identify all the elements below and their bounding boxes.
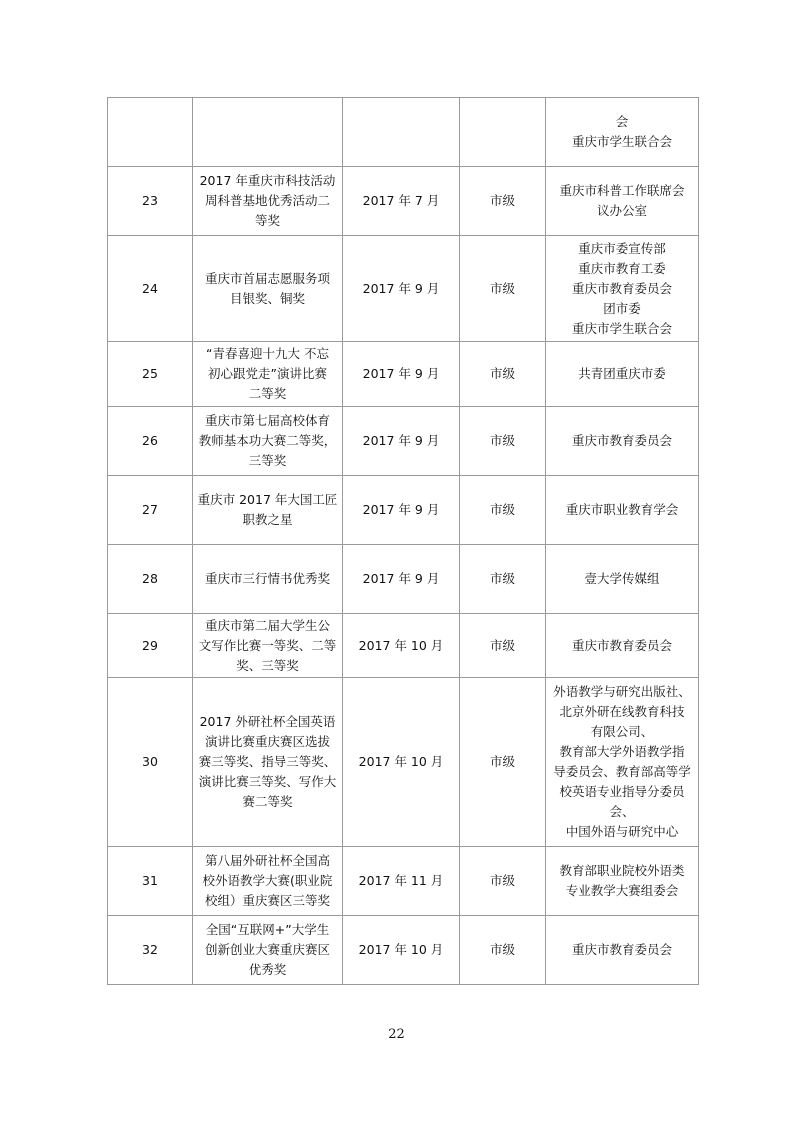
award-name-cell [193,98,343,167]
org-line: 导委员会、教育部高等学 [553,764,691,779]
org-line: 团市委 [603,300,641,316]
row-number-cell: 32 [108,916,193,985]
award-date-cell: 2017 年 11 月 [343,847,460,916]
award-date-cell [343,98,460,167]
issuing-org-cell [546,678,699,847]
issuing-org-cell [546,476,699,545]
table-row [108,167,699,236]
issuing-org-cell [546,98,699,167]
org-line: 重庆市科普工作联席会 [559,183,685,198]
award-date-cell: 2017 年 9 月 [343,236,460,342]
award-date-cell: 2017 年 10 月 [343,916,460,985]
name-line: 目银奖、铜奖 [229,290,305,306]
org-line: 重庆市职业教育学会 [565,502,679,517]
name-line: 重庆市三行情书优秀奖 [204,571,330,586]
row-number-cell: 25 [108,342,193,407]
name-line: 重庆市首届志愿服务项 [204,270,330,286]
award-date-cell: 2017 年 9 月 [343,476,460,545]
award-date-cell: 2017 年 7 月 [343,167,460,236]
name-line: 赛二等奖 [242,794,293,809]
row-number-cell: 27 [108,476,193,545]
name-line: 全国“互联网+”大学生 [205,922,330,937]
table-row [108,342,699,407]
table-row [108,614,699,678]
name-line: 二等奖 [248,386,287,401]
org-line: 会、 [609,804,635,819]
name-line: 初心跟党走”演讲比赛 [208,366,327,381]
award-level-cell: 市级 [460,407,546,476]
issuing-org-cell [546,167,699,236]
row-number-cell: 30 [108,678,193,847]
name-line: 创新创业大赛重庆赛区 [204,942,330,957]
org-line: 壹大学传媒组 [584,571,660,586]
row-number-cell: 31 [108,847,193,916]
org-line: 北京外研在线教育科技 [559,704,685,719]
award-name-cell [193,847,343,916]
issuing-org-cell [546,342,699,407]
name-line: 重庆市 2017 年大国工匠 [197,492,338,507]
award-date-cell: 2017 年 10 月 [343,614,460,678]
name-line: 演讲比赛三等奖、写作大 [198,774,337,789]
name-line: 校组）重庆赛区三等奖 [204,893,330,908]
issuing-org-cell [546,847,699,916]
row-number-cell: 29 [108,614,193,678]
org-line: 专业教学大赛组委会 [565,883,679,898]
name-line: 赛三等奖、指导三等奖、 [198,754,337,769]
award-level-cell: 市级 [460,916,546,985]
name-line: 职教之星 [242,512,293,527]
org-line: 有限公司、 [590,724,654,739]
name-line: 2017 外研社杯全国英语 [199,714,336,729]
row-number-cell: 24 [108,236,193,342]
name-line: 重庆市第二届大学生公 [204,617,330,633]
name-line: 重庆市第七届高校体育 [204,413,330,428]
issuing-org-cell [546,545,699,614]
award-name-cell [193,407,343,476]
org-line: 重庆市教育委员会 [571,433,672,448]
award-date-cell: 2017 年 10 月 [343,678,460,847]
award-name-cell [193,342,343,407]
award-level-cell: 市级 [460,614,546,678]
award-level-cell: 市级 [460,545,546,614]
table-row [108,407,699,476]
org-line: 重庆市学生联合会 [571,320,672,336]
org-line: 重庆市学生联合会 [571,134,672,149]
award-name-cell [193,614,343,678]
award-name-cell [193,545,343,614]
org-line: 教育部大学外语教学指 [559,744,685,759]
org-line: 重庆市教育工委 [578,260,666,276]
name-line: 奖、三等奖 [236,657,299,673]
award-name-cell [193,167,343,236]
awards-table [107,97,699,985]
org-line: 中国外语与研究中心 [565,824,679,839]
org-line: 校英语专业指导分委员 [559,784,685,799]
award-name-cell [193,678,343,847]
org-line: 重庆市教育委员会 [571,280,672,296]
row-number-cell: 26 [108,407,193,476]
table-row [108,236,699,342]
name-line: 周科普基地优秀活动二 [204,193,330,208]
award-date-cell: 2017 年 9 月 [343,545,460,614]
page-number: 22 [388,1027,405,1042]
org-line: 外语教学与研究出版社、 [553,684,691,699]
org-line: 议办公室 [596,203,647,218]
name-line: 优秀奖 [248,962,287,977]
issuing-org-cell [546,407,699,476]
org-line: 教育部职业院校外语类 [559,863,685,878]
issuing-org-cell [546,916,699,985]
name-line: “青春喜迎十九大 不忘 [206,346,329,361]
name-line: 教师基本功大赛二等奖， [198,433,337,448]
org-line: 共青团重庆市委 [578,366,666,381]
table-row [108,678,699,847]
award-name-cell [193,916,343,985]
issuing-org-cell [546,614,699,678]
table-row [108,847,699,916]
name-line: 文写作比赛一等奖、二等 [198,637,337,653]
award-level-cell: 市级 [460,678,546,847]
name-line: 演讲比赛重庆赛区选拔 [204,734,330,749]
award-level-cell: 市级 [460,476,546,545]
issuing-org-cell [546,236,699,342]
award-name-cell [193,236,343,342]
name-line: 等奖 [254,213,280,228]
name-line: 三等奖 [248,453,287,468]
award-level-cell: 市级 [460,342,546,407]
table-row [108,916,699,985]
award-level-cell [460,98,546,167]
award-date-cell: 2017 年 9 月 [343,407,460,476]
award-date-cell: 2017 年 9 月 [343,342,460,407]
row-number-cell: 23 [108,167,193,236]
org-line: 重庆市教育委员会 [571,942,672,957]
award-level-cell: 市级 [460,167,546,236]
award-name-cell [193,476,343,545]
name-line: 2017 年重庆市科技活动 [199,173,336,188]
name-line: 第八届外研社杯全国高 [204,853,330,868]
org-line: 重庆市委宣传部 [578,240,666,256]
org-line: 重庆市教育委员会 [571,637,672,653]
name-line: 校外语教学大赛(职业院 [202,873,333,888]
org-line: 会 [615,114,629,129]
row-number-cell [108,98,193,167]
table-row [108,476,699,545]
award-level-cell: 市级 [460,236,546,342]
table-row [108,98,699,167]
award-level-cell: 市级 [460,847,546,916]
row-number-cell: 28 [108,545,193,614]
awards-table-body [108,98,699,985]
table-row [108,545,699,614]
